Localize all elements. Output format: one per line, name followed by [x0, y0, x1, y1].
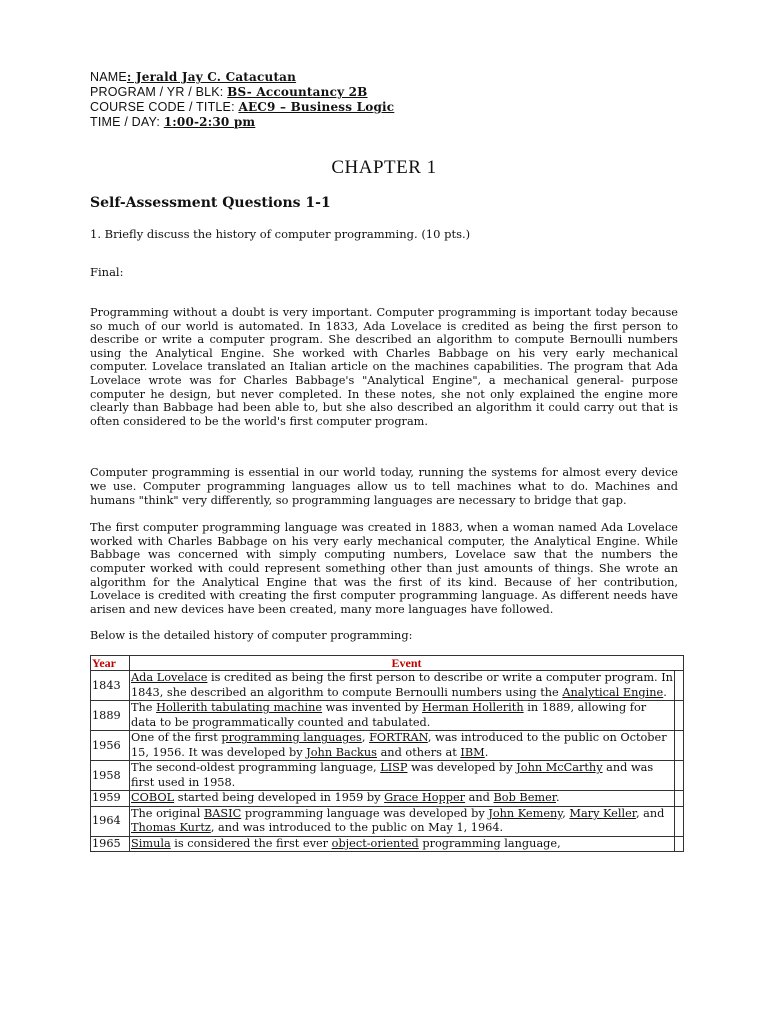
table-row	[91, 701, 684, 731]
table-row	[91, 671, 684, 701]
student-info	[90, 70, 678, 130]
event-text: was invented by	[322, 701, 422, 715]
time-value: 1:00-2:30 pm	[163, 115, 256, 129]
event-text: , was introduced to the public on October 15, 1956. It was developed by	[131, 731, 667, 759]
year-header: Year	[91, 655, 130, 671]
event-text: is credited as being the first person to describe or write a computer program. In 1843, she described an algorithm to compute Bernoulli numbers using the	[131, 671, 673, 699]
document-page	[90, 70, 678, 852]
event-text: programming language,	[418, 836, 561, 850]
event-text: One of the first	[131, 731, 222, 745]
event-link[interactable]: John Kemeny	[488, 806, 563, 820]
chapter-title: CHAPTER 1	[331, 157, 437, 178]
section-title: Self-Assessment Questions 1-1	[90, 195, 331, 211]
table-row	[91, 731, 684, 761]
event-text: .	[484, 745, 489, 759]
event-cell	[130, 806, 675, 836]
event-link[interactable]: Ada Lovelace	[131, 671, 208, 685]
event-cell	[130, 791, 675, 807]
time-line	[90, 115, 678, 130]
event-link[interactable]: John Backus	[306, 745, 377, 759]
event-link[interactable]: Grace Hopper	[384, 791, 466, 805]
event-link[interactable]: Mary Keller	[569, 806, 636, 820]
event-header: Event	[130, 655, 684, 671]
table-body	[91, 671, 684, 852]
year-cell: 1965	[91, 836, 130, 852]
event-text: and	[465, 791, 494, 805]
table-header-row	[91, 655, 684, 671]
year-cell: 1964	[91, 806, 130, 836]
question-text: 1. Briefly discuss the history of computer programming. (10 pts.)	[90, 227, 471, 241]
table-row	[91, 806, 684, 836]
event-text: , and	[635, 806, 665, 820]
name-line	[90, 70, 678, 85]
event-text: started being developed in 1959 by	[174, 791, 385, 805]
name-label: NAME	[90, 70, 127, 84]
course-line	[90, 100, 678, 115]
table-row	[91, 836, 684, 852]
event-text: .	[663, 685, 667, 699]
event-text: and others at	[376, 745, 461, 759]
table-row	[91, 761, 684, 791]
spacer-cell	[675, 731, 684, 761]
event-link[interactable]: John McCarthy	[516, 761, 603, 775]
event-link[interactable]: Simula	[131, 836, 171, 850]
event-text: is considered the first ever	[170, 836, 332, 850]
event-link[interactable]: COBOL	[131, 791, 175, 805]
name-value: : Jerald Jay C. Catacutan	[126, 70, 297, 84]
event-cell	[130, 731, 675, 761]
event-link[interactable]: FORTRAN	[369, 731, 428, 745]
event-text: The	[131, 701, 157, 715]
course-value: AEC9 – Business Logic	[238, 100, 395, 114]
time-label: TIME / DAY:	[90, 115, 164, 129]
final-label: Final:	[90, 265, 124, 279]
year-cell: 1956	[91, 731, 130, 761]
paragraph: Programming without a doubt is very important. Computer programming is important today because so much of our world is automated. In 1833, Ada Lovelace is credited as being the first person to describe or write a computer program. She described an algorithm to compute Bernoulli numbers using the Analytical Engine. She worked with Charles Babbage on his very early mechanical computer. Lovelace translated an Italian article on the machines capabilities. The program that Ada Lovelace wrote was for Charles Babbage's "Analytical Engine", a mechanical general- purpose computer he design, but never completed. In these notes, she not only explained the engine more clearly than Babbage had been able to, but she also described an algorithm it could carry out that is often considered to be the world's first computer program.	[90, 306, 678, 428]
event-link[interactable]: Analytical Engine	[562, 685, 664, 699]
event-link[interactable]: programming languages	[221, 731, 362, 745]
event-text: programming language was developed by	[241, 806, 489, 820]
event-text: ,	[361, 731, 370, 745]
event-text: in 1889, allowing for data to be programmatically counted and tabulated.	[131, 701, 647, 729]
program-label: PROGRAM / YR / BLK:	[90, 85, 228, 99]
event-link[interactable]: IBM	[460, 745, 485, 759]
event-text: The original	[131, 806, 204, 820]
event-cell	[130, 701, 675, 731]
event-cell	[130, 671, 675, 701]
program-value: BS- Accountancy 2B	[227, 85, 368, 99]
event-link[interactable]: Herman Hollerith	[421, 701, 524, 715]
paragraph: Below is the detailed history of computer programming:	[90, 629, 413, 643]
table-row	[91, 791, 684, 807]
spacer-cell	[675, 791, 684, 807]
spacer-cell	[675, 701, 684, 731]
event-text: , and was introduced to the public on May 1, 1964.	[210, 821, 504, 835]
paragraph: Computer programming is essential in our world today, running the systems for almost every device we use. Computer programming languages allow us to tell machines what to do. Machines and humans "think" very differently, so programming languages are necessary to bridge that gap.	[90, 466, 678, 507]
year-cell: 1959	[91, 791, 130, 807]
event-cell	[130, 836, 675, 852]
spacer-cell	[675, 671, 684, 701]
spacer-cell	[675, 836, 684, 852]
event-link[interactable]: Bob Bemer	[493, 791, 556, 805]
spacer-cell	[675, 806, 684, 836]
event-cell	[130, 761, 675, 791]
event-text: was developed by	[407, 761, 517, 775]
year-cell: 1958	[91, 761, 130, 791]
event-link[interactable]: BASIC	[203, 806, 242, 820]
year-cell: 1843	[91, 671, 130, 701]
event-text: .	[555, 791, 560, 805]
event-link[interactable]: LISP	[380, 761, 408, 775]
spacer-cell	[675, 761, 684, 791]
event-text: ,	[562, 806, 570, 820]
course-label: COURSE CODE / TITLE:	[90, 100, 239, 114]
event-link[interactable]: Thomas Kurtz	[131, 821, 211, 835]
history-table	[90, 655, 684, 853]
event-text: and was first used in 1958.	[131, 761, 654, 789]
program-line	[90, 85, 678, 100]
event-link[interactable]: Hollerith tabulating machine	[156, 701, 323, 715]
paragraph: The first computer programming language was created in 1883, when a woman named Ada Lovelace worked with Charles Babbage on his very early mechanical computer, the Analytical Engine. While Babbage was concerned with simply computing numbers, Lovelace saw that the numbers the computer worked with could represent something other than just amounts of things. She wrote an algorithm for the Analytical Engine that was the first of its kind. Because of her contribution, Lovelace is credited with creating the first computer programming language. As different needs have arisen and new devices have been created, many more languages have followed.	[90, 521, 678, 616]
event-link[interactable]: object-oriented	[331, 836, 419, 850]
event-text: The second-oldest programming language,	[131, 761, 381, 775]
year-cell: 1889	[91, 701, 130, 731]
